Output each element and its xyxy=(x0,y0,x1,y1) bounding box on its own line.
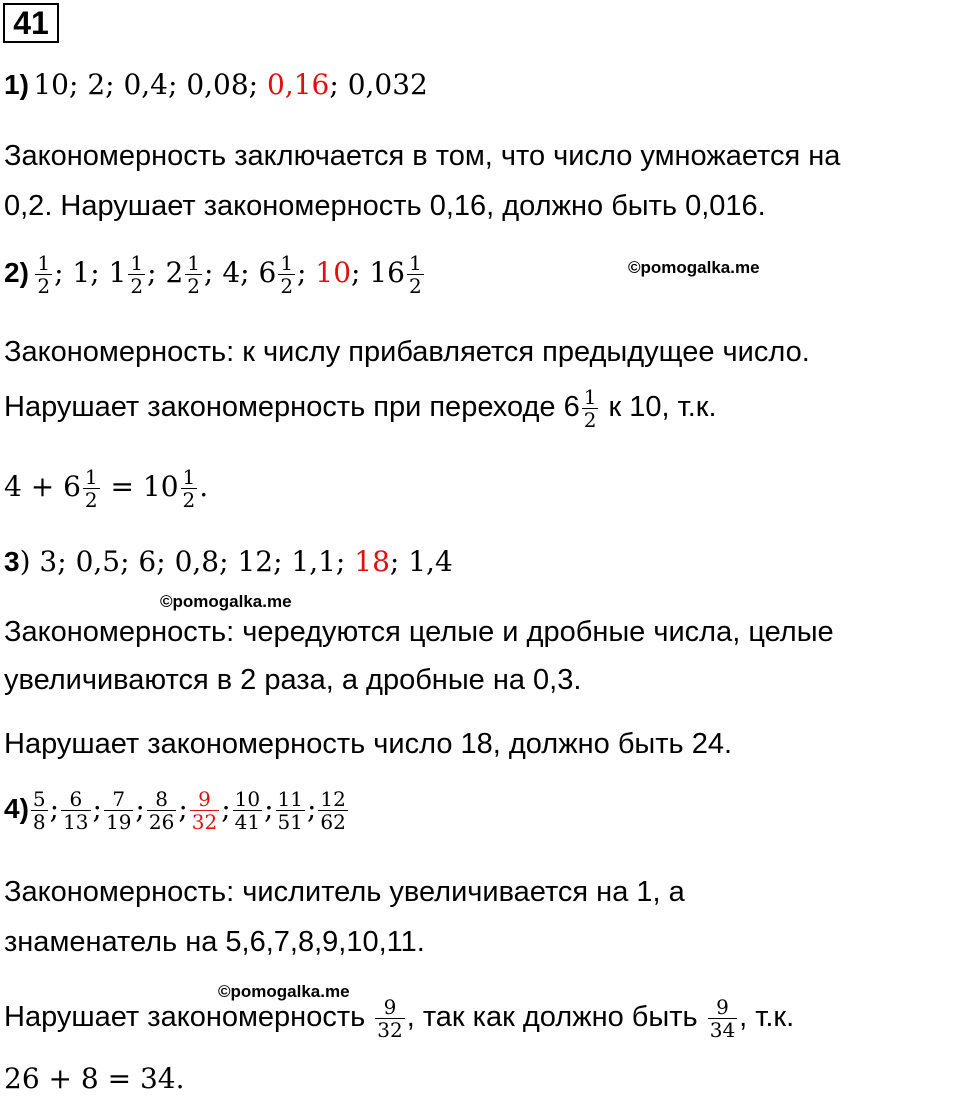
part3-seq-after: ; 1,4 xyxy=(389,545,453,578)
part4-text-1: Закономерность: числитель увеличивается на 1, а xyxy=(4,876,685,908)
part2-text-1: Закономерность: к числу прибавляется предыдущее число. xyxy=(4,336,810,368)
part2-seq-error: 10 xyxy=(315,256,352,289)
part3-seq-before: 3; 0,5; 6; 0,8; 12; 1,1; xyxy=(30,545,355,578)
part1-seq-before: 10; 2; 0,4; 0,08; xyxy=(33,68,268,101)
part2-equation: 4 + 6 $\frac{1}{2}$ = 10 $\frac{1}{2}$ . xyxy=(4,465,209,512)
part1-text-2: 0,2. Нарушает закономерность 0,16, должно быть 0,016. xyxy=(4,190,766,222)
part4-fraction: $\frac{7}{19}$ xyxy=(105,787,132,834)
watermark: ©pomogalka.me xyxy=(218,982,350,1001)
part2-sequence: 2) $\frac{1}{2}$ ; 1; 1 $\frac{1}{2}$ ; 2 $\frac{1}{2}$ ; 4; 6 $\frac{1}{2}$ ; 10; 16 $\frac{1}{2}$ xyxy=(4,251,422,298)
part3-text-3: Нарушает закономерность число 18, должно быть 24. xyxy=(4,728,733,760)
part4-fraction: $\frac{10}{41}$ xyxy=(234,787,261,834)
part4-text-3: Нарушает закономерность $\frac{9}{32}$ , так как должно быть $\frac{9}{34}$ , т.к. xyxy=(4,995,795,1042)
part3-sequence: 3) 3; 0,5; 6; 0,8; 12; 1,1; 18; 1,4 xyxy=(4,545,453,578)
part1-seq-after: ; 0,032 xyxy=(329,68,428,101)
part4-fraction: $\frac{6}{13}$ xyxy=(63,787,89,834)
part4-label: 4) xyxy=(4,793,29,824)
watermark: ©pomogalka.me xyxy=(628,258,760,277)
part4-fraction: $\frac{5}{8}$ xyxy=(32,787,46,834)
part1-label: 1) xyxy=(4,69,29,100)
part3-text-1: Закономерность: чередуются целые и дробные числа, целые xyxy=(4,616,834,648)
part2-label: 2) xyxy=(4,257,29,288)
fraction: $\frac{1}{2}$ xyxy=(182,465,196,512)
part3-label: 3 xyxy=(4,546,20,577)
fraction: $\frac{1}{2}$ xyxy=(187,251,201,298)
fraction: $\frac{1}{2}$ xyxy=(84,465,98,512)
part1-text-1: Закономерность заключается в том, что число умножается на xyxy=(4,140,841,172)
watermark: ©pomogalka.me xyxy=(160,592,292,611)
part4-text-2: знаменатель на 5,6,7,8,9,10,11. xyxy=(4,926,425,958)
fraction: $\frac{9}{32}$ xyxy=(377,995,403,1042)
part4-sequence xyxy=(4,788,350,833)
part4-fraction: $\frac{9}{32}$ xyxy=(191,787,218,834)
part4-equation: 26 + 8 = 34. xyxy=(4,1062,185,1095)
part4-fraction-list: $\frac{5}{8}$ ; $\frac{6}{13}$ ; $\frac{7}{19}$ ; $\frac{8}{26}$ ; $\frac{9}{32}$ ; $\frac{10}{41}$ ; $\frac{11}{51}$ ; $\frac{12}{62}$ xyxy=(32,787,346,834)
part2-text-2: Нарушает закономерность при переходе 6 $\frac{1}{2}$ к 10, т.к. xyxy=(4,385,717,432)
part4-fraction: $\frac{12}{62}$ xyxy=(320,787,346,834)
fraction: $\frac{1}{2}$ xyxy=(409,251,422,298)
fraction: $\frac{1}{2}$ xyxy=(280,251,294,298)
part4-fraction: $\frac{11}{51}$ xyxy=(277,787,303,834)
part3-text-2: увеличиваются в 2 раза, а дробные на 0,3. xyxy=(4,664,582,696)
task-number: 41 xyxy=(3,3,59,43)
fraction: $\frac{1}{2}$ xyxy=(37,251,51,298)
part1-sequence xyxy=(4,68,428,101)
fraction: $\frac{9}{34}$ xyxy=(709,995,736,1042)
fraction: $\frac{1}{2}$ xyxy=(130,251,144,298)
part1-seq-error: 0,16 xyxy=(267,68,330,101)
part4-fraction: $\frac{8}{26}$ xyxy=(148,787,175,834)
part3-seq-error: 18 xyxy=(354,545,390,578)
fraction: $\frac{1}{2}$ xyxy=(583,385,597,432)
